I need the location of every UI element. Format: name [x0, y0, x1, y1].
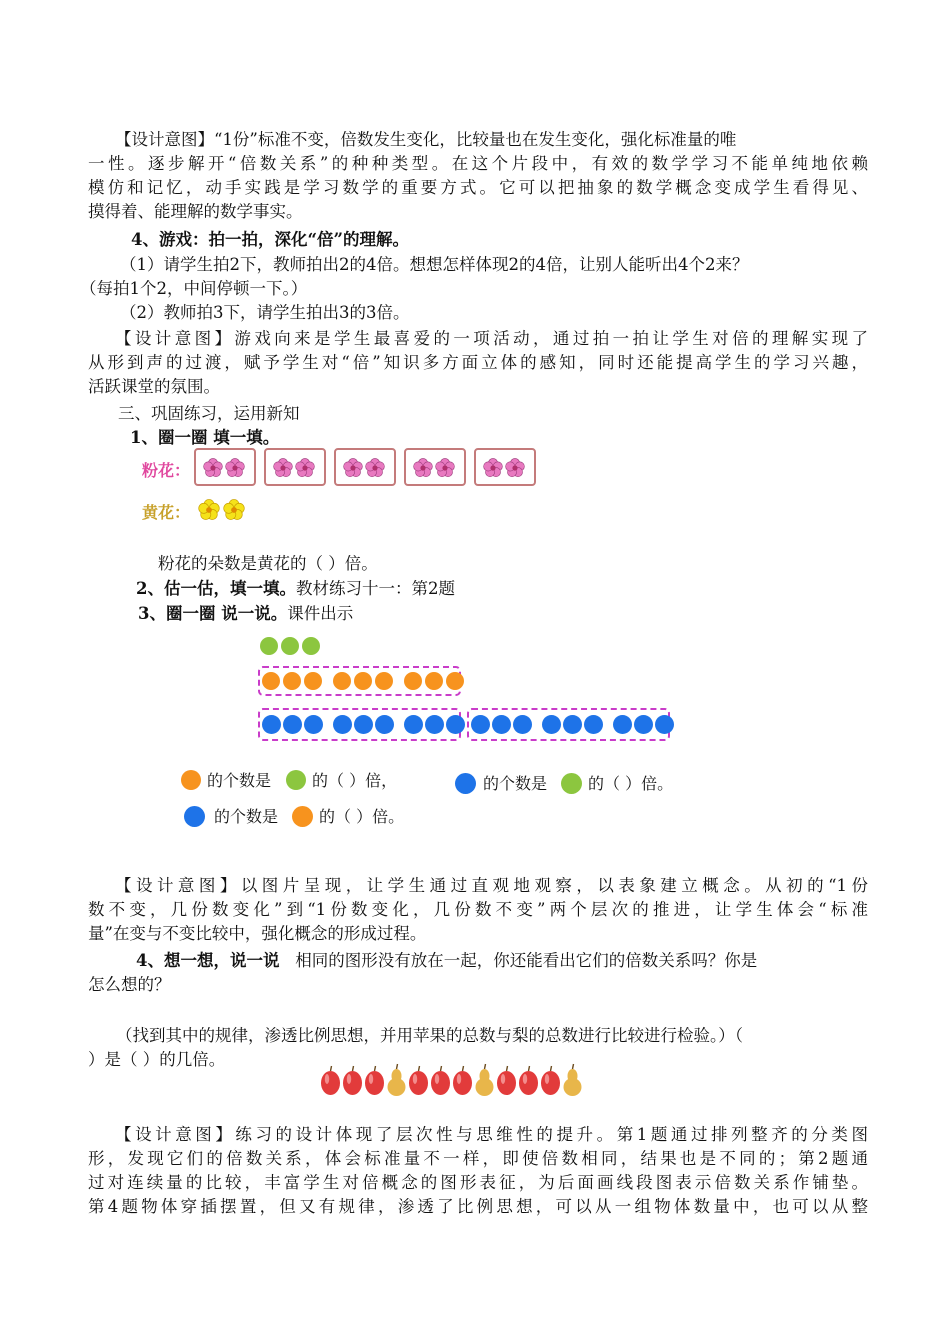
exercise-3-line	[138, 602, 918, 626]
apple-icon	[518, 1063, 539, 1097]
apple-icon	[342, 1063, 363, 1097]
exercise-2-heading: 2、估一估，填一填。	[136, 579, 296, 598]
blue-dot	[333, 715, 352, 734]
apple-icon	[408, 1063, 429, 1097]
caption-3-text-b: 的（ ）倍。	[319, 807, 405, 826]
orange-dot	[375, 672, 393, 690]
exercise-4-line	[136, 949, 864, 973]
pear-icon	[562, 1063, 583, 1097]
orange-dot	[354, 672, 372, 690]
caption-1-text-b: 的（ ）倍，	[312, 771, 398, 790]
orange-dot	[425, 672, 443, 690]
blue-dot	[563, 715, 582, 734]
blue-dot	[613, 715, 632, 734]
pear-icon	[386, 1063, 407, 1097]
pink-flower-icon	[413, 458, 433, 478]
exercise-2-line	[136, 577, 916, 601]
caption-3-text-a: 的个数是	[214, 807, 279, 826]
pink-flower-icon	[295, 458, 315, 478]
pink-flower-label: 粉花：	[142, 461, 191, 480]
blue-dot	[584, 715, 603, 734]
pink-flower-group	[474, 448, 536, 486]
design-intent-4-line-1: 【设计意图】练习的设计体现了层次性与思维性的提升。第1题通过排列整齐的分类图	[115, 1125, 868, 1144]
pink-flower-group	[194, 448, 256, 486]
exercise-4-line-2: 怎么想的？	[88, 975, 171, 994]
hint-line-2: ）是（ ）的几倍。	[88, 1050, 226, 1069]
orange-dot	[333, 672, 351, 690]
pink-flower-icon	[343, 458, 363, 478]
design-intent-1-line-1: 【设计意图】“1份”标准不变，倍数发生变化，比较量也在发生变化，强化标准量的唯	[115, 130, 737, 149]
blue-dot	[492, 715, 511, 734]
flower-question: 粉花的朵数是黄花的（ ）倍。	[158, 554, 378, 573]
exercise-4-text: 相同的图形没有放在一起，你还能看出它们的倍数关系吗？你是	[295, 951, 758, 970]
blue-dot-icon	[455, 773, 476, 794]
apple-icon	[320, 1063, 341, 1097]
apple-icon	[496, 1063, 517, 1097]
caption-2-text-b: 的（ ）倍。	[588, 774, 674, 793]
section-3-heading: 三、巩固练习，运用新知	[118, 404, 300, 423]
design-intent-1-line-2: 一性。逐步解开“倍数关系”的种种类型。在这个片段中，有效的数学学习不能单纯地依赖	[88, 154, 868, 173]
yellow-flower-label: 黄花：	[142, 503, 191, 522]
pink-flower-icon	[365, 458, 385, 478]
orange-dot	[283, 672, 301, 690]
design-intent-3-line-2: 数不变，几份数变化”到“1份数变化，几份数不变”两个层次的推进，让学生体会“标准	[88, 900, 868, 919]
design-intent-2-line-1: 【设计意图】游戏向来是学生最喜爱的一项活动，通过拍一拍让学生对倍的理解实现了	[115, 329, 868, 348]
exercise-1-heading: 1、圈一圈 填一填。	[130, 428, 280, 447]
orange-dot	[404, 672, 422, 690]
green-dot	[260, 637, 278, 655]
design-intent-3-line-1: 【设计意图】以图片呈现，让学生通过直观地观察，以表象建立概念。从初的“1份	[115, 876, 868, 895]
blue-dot	[446, 715, 465, 734]
pink-flower-icon	[505, 458, 525, 478]
pink-flower-group	[404, 448, 466, 486]
blue-dot	[375, 715, 394, 734]
design-intent-4-line-2: 形，发现它们的倍数关系，体会标准量不一样，即使倍数相同，结果也是不同的；第2题通	[88, 1149, 868, 1168]
hint-line-1: （找到其中的规律，渗透比例思想，并用苹果的总数与梨的总数进行比较进行检验。）（	[116, 1026, 743, 1045]
design-intent-4-line-4: 第4题物体穿插摆置，但又有规律，渗透了比例思想，可以从一组物体数量中，也可以从整	[88, 1197, 868, 1216]
blue-dot	[634, 715, 653, 734]
orange-dot	[446, 672, 464, 690]
green-dot	[281, 637, 299, 655]
exercise-2-text: 教材练习十一：第2题	[295, 579, 455, 598]
exercise-4-heading: 4、想一想，说一说	[136, 951, 280, 970]
blue-dot	[283, 715, 302, 734]
pink-flower-icon	[273, 458, 293, 478]
pink-flower-icon	[435, 458, 455, 478]
design-intent-2-line-3: 活跃课堂的氛围。	[88, 377, 220, 396]
apple-icon	[540, 1063, 561, 1097]
blue-dot	[404, 715, 423, 734]
game-step-1-line-2: （每拍1个2，中间停顿一下。）	[80, 279, 308, 298]
green-dot	[302, 637, 320, 655]
blue-dot	[425, 715, 444, 734]
orange-dot-icon	[181, 770, 201, 790]
pink-flower-icon	[203, 458, 223, 478]
pink-flower-group	[334, 448, 396, 486]
design-intent-3-line-3: 量”在变与不变比较中，强化概念的形成过程。	[88, 924, 427, 943]
pear-icon	[474, 1063, 495, 1097]
apple-icon	[452, 1063, 473, 1097]
yellow-flower-icon	[198, 499, 220, 521]
orange-dot	[262, 672, 280, 690]
design-intent-2-line-2: 从形到声的过渡，赋予学生对“倍”知识多方面立体的感知，同时还能提高学生的学习兴趣，	[88, 353, 868, 372]
exercise-3-text: 课件出示	[287, 604, 354, 623]
blue-dot	[471, 715, 490, 734]
green-dot-icon	[561, 773, 582, 794]
pink-flower-icon	[225, 458, 245, 478]
yellow-flower-icon	[223, 499, 245, 521]
game-step-1-line-1: （1）请学生拍2下，教师拍出2的4倍。想想怎样体现2的4倍，让别人能听出4个2来？	[120, 255, 749, 274]
apple-icon	[430, 1063, 451, 1097]
orange-dot-icon	[292, 806, 313, 827]
blue-dot	[542, 715, 561, 734]
caption-2-text-a: 的个数是	[483, 774, 548, 793]
game-step-2: （2）教师拍3下，请学生拍出3的3倍。	[120, 303, 410, 322]
apple-icon	[364, 1063, 385, 1097]
blue-dot-icon	[184, 806, 205, 827]
pink-flower-icon	[483, 458, 503, 478]
heading-game: 4、游戏：拍一拍，深化“倍”的理解。	[131, 230, 409, 249]
blue-dot	[655, 715, 674, 734]
design-intent-4-line-3: 过对连续量的比较，丰富学生对倍概念的图形表征，为后面画线段图表示倍数关系作铺垫。	[88, 1173, 868, 1192]
design-intent-1-line-4: 摸得着、能理解的数学事实。	[88, 202, 303, 221]
pink-flower-group	[264, 448, 326, 486]
caption-1-text-a: 的个数是	[207, 771, 272, 790]
blue-dot	[513, 715, 532, 734]
exercise-3-heading: 3、圈一圈 说一说。	[138, 604, 288, 623]
design-intent-1-line-3: 模仿和记忆，动手实践是学习数学的重要方式。它可以把抽象的数学概念变成学生看得见、	[88, 178, 868, 197]
green-dot-icon	[286, 770, 306, 790]
blue-dot	[262, 715, 281, 734]
blue-dot	[354, 715, 373, 734]
blue-dot	[304, 715, 323, 734]
orange-dot	[304, 672, 322, 690]
